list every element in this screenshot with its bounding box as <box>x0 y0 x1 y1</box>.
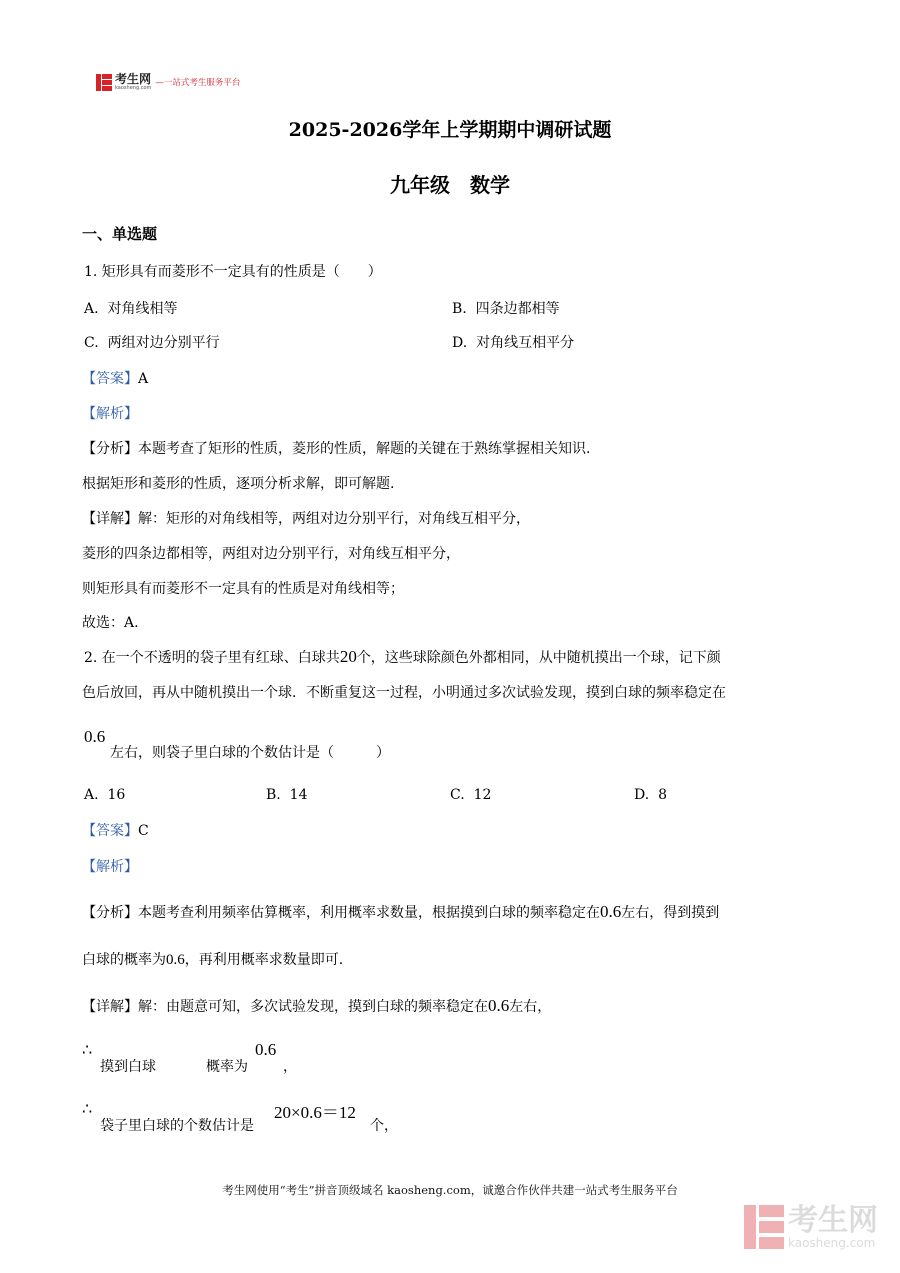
q2-therefore-line1-a: 摸到白球 <box>100 1059 156 1075</box>
watermark-domain: kaosheng.com <box>788 1236 876 1250</box>
therefore-symbol-2: ∴ <box>82 1099 93 1118</box>
q2-value: 0.6 <box>84 727 106 746</box>
logo-slogan: —一站式考生服务平台 <box>155 78 241 88</box>
q2-therefore-line2-a: 袋子里白球的个数估计是 <box>100 1118 254 1134</box>
q2-therefore-line1-value: 0.6 <box>255 1040 277 1059</box>
therefore-symbol-1: ∴ <box>82 1040 93 1059</box>
q2-stem-line3: 左右，则袋子里白球的个数估计是（ ） <box>110 745 390 761</box>
logo-name: 考生网 <box>115 71 152 86</box>
q1-line4: 菱形的四条边都相等，两组对边分别平行，对角线互相平分， <box>82 546 460 562</box>
logo-mark-icon <box>96 74 112 91</box>
page-title: 2025-2026学年上学期期中调研试题 <box>288 119 612 141</box>
q2-therefore-line1-end: ， <box>283 1059 297 1075</box>
q2-detail: 【详解】解：由题意可知，多次试验发现，摸到白球的频率稳定在0.6左右， <box>82 996 552 1015</box>
watermark-name: 考生网 <box>788 1203 878 1238</box>
q2-stem-line2: 色后放回，再从中随机摸出一个球．不断重复这一过程，小明通过多次试验发现，摸到白球的频率稳定在 <box>82 685 726 701</box>
q2-option-b: B. 14 <box>266 787 308 803</box>
section-title: 一、单选题 <box>82 225 158 243</box>
q2-option-d: D. 8 <box>634 787 668 803</box>
logo-domain: kaosheng.com <box>115 84 152 91</box>
q2-therefore-line2-end: 个， <box>370 1118 398 1134</box>
q2-option-a: A. 16 <box>84 787 126 803</box>
q2-analysis-label: 【解析】 <box>82 859 138 875</box>
page-footer: 考生网使用“考生”拼音顶级域名 kaosheng.com，诚邀合作伙伴共建一站式考生服务平台 <box>222 1183 678 1197</box>
page-subtitle: 九年级 数学 <box>390 173 510 197</box>
q1-option-a: A. 对角线相等 <box>84 301 178 317</box>
q2-fenxi-line1: 【分析】本题考查利用频率估算概率，利用概率求数量，根据摸到白球的频率稳定在0.6左右，得到摸到 <box>82 902 720 921</box>
q1-line5: 则矩形具有而菱形不一定具有的性质是对角线相等； <box>82 581 404 597</box>
q1-stem: 1. 矩形具有而菱形不一定具有的性质是（ ） <box>84 264 382 280</box>
q2-answer: 【答案】C <box>82 823 149 839</box>
q1-answer: 【答案】A <box>82 371 149 387</box>
q1-option-c: C. 两组对边分别平行 <box>84 335 220 351</box>
q1-option-d: D. 对角线互相平分 <box>452 335 575 351</box>
watermark-logo <box>744 1205 878 1249</box>
q1-option-b: B. 四条边都相等 <box>452 301 560 317</box>
q2-fenxi-line2: 白球的概率为0.6，再利用概率求数量即可. <box>82 952 344 968</box>
q2-option-c: C. 12 <box>450 787 492 803</box>
q1-analysis-label: 【解析】 <box>82 406 138 422</box>
q2-stem-line1: 2. 在一个不透明的袋子里有红球、白球共20个，这些球除颜色外都相同，从中随机摸出一个球，记下颜 <box>84 647 721 666</box>
q1-fenxi: 【分析】本题考查了矩形的性质，菱形的性质，解题的关键在于熟练掌握相关知识. <box>82 441 591 457</box>
watermark-mark-icon <box>744 1205 784 1249</box>
site-logo <box>96 72 240 92</box>
q1-detail: 【详解】解：矩形的对角线相等，两组对边分别平行，对角线互相平分， <box>82 511 530 527</box>
q2-therefore-line2-expr: 20×0.6＝12 <box>274 1103 356 1122</box>
q1-conclusion: 故选：A. <box>82 615 139 631</box>
q2-therefore-line1-b: 概率为 <box>206 1059 248 1075</box>
q1-line2: 根据矩形和菱形的性质，逐项分析求解，即可解题. <box>82 476 395 492</box>
